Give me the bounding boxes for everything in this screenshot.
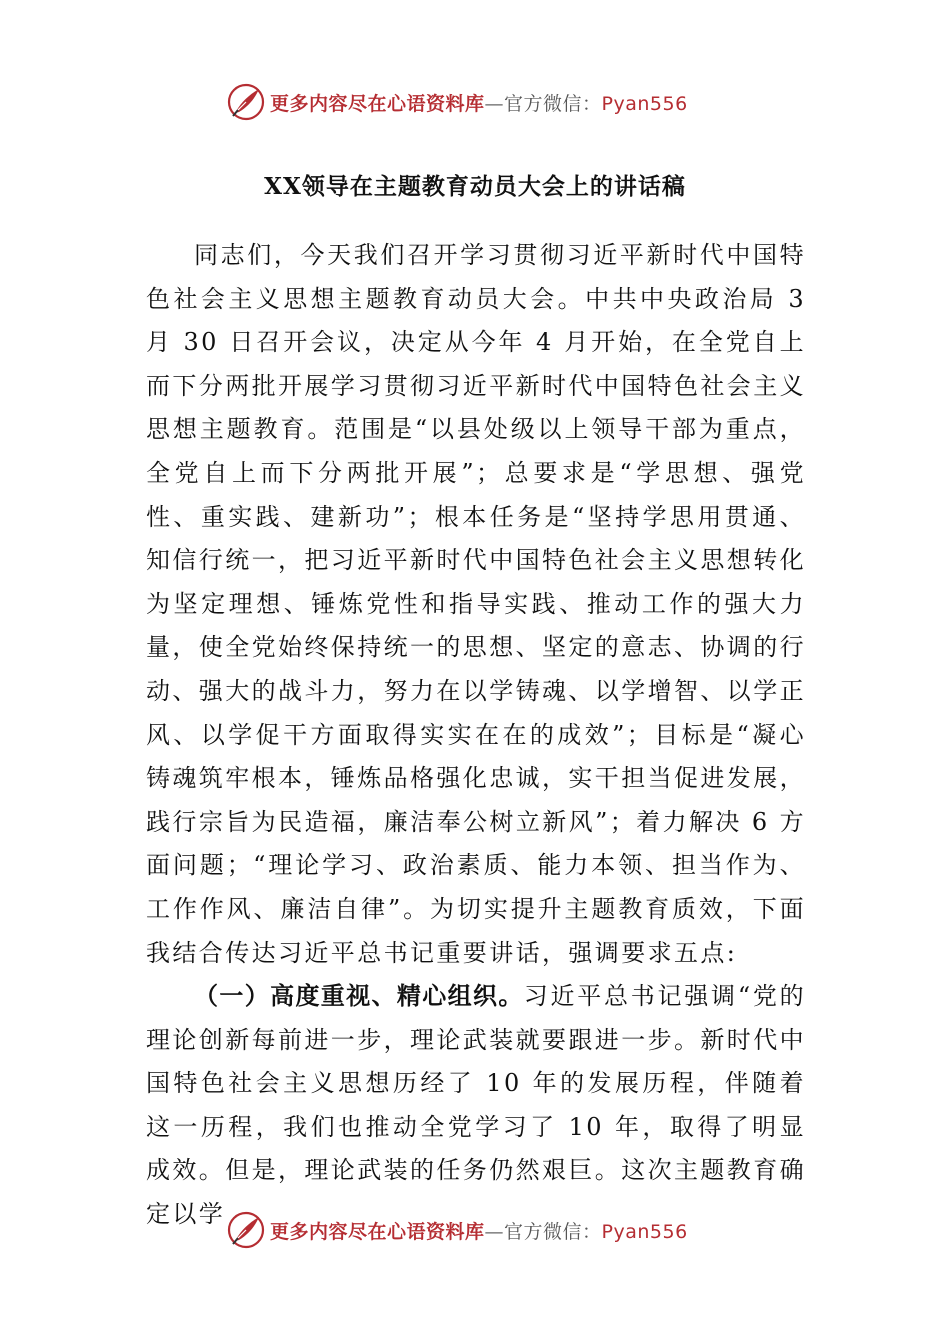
watermark-main: 更多内容尽在心语资料库 — [270, 92, 485, 115]
paragraph-1: 同志们，今天我们召开学习贯彻习近平新时代中国特色社会主义思想主题教育动员大会。中共中央政治局 3 月 30 日召开会议，决定从今年 4 月开始，在全党自上而下分两批开展学习贯彻习近平新时代中国特色社会主义思想主题教育。范围是“以县处级以上领导干部为重点，全党自上而下分两批开展”；总要求是“学思想、强党性、重实践、建新功”；根本任务是“坚持学思用贯通、知信行统一，把习近平新时代中国特色社会主义思想转化为坚定理想、锤炼党性和指导实践、推动工作的强大力量，使全党始终保持统一的思想、坚定的意志、协调的行动、强大的战斗力，努力在以学铸魂、以学增智、以学正风、以学促干方面取得实实在在的成效”；目标是“凝心铸魂筑牢根本，锤炼品格强化忠诚，实干担当促进发展，践行宗旨为民造福，廉洁奉公树立新风”；着力解决 6 方面问题；“理论学习、政治素质、能力本领、担当作为、工作作风、廉洁自律”。为切实提升主题教育质效，下面我结合传达习近平总书记重要讲话，强调要求五点: — [146, 241, 806, 967]
quill-logo-icon — [226, 82, 266, 122]
watermark-label: 官方微信： — [504, 92, 602, 115]
paragraph-2 — [146, 975, 806, 1237]
document-title: XX领导在主题教育动员大会上的讲话稿 — [264, 173, 686, 200]
watermark-banner-top — [226, 80, 746, 124]
watermark-id: Pyan556 — [601, 1220, 688, 1243]
watermark-main: 更多内容尽在心语资料库 — [270, 1220, 485, 1243]
watermark-label: 官方微信： — [504, 1220, 602, 1243]
watermark-text — [270, 1217, 688, 1244]
watermark-dash: — — [484, 1220, 505, 1243]
watermark-dash: — — [484, 92, 505, 115]
watermark-id: Pyan556 — [601, 92, 688, 115]
section-1-text: 习近平总书记强调“党的理论创新每前进一步，理论武装就要跟进一步。新时代中国特色社会主义思想历经了 10 年的发展历程，伴随着这一历程，我们也推动全党学习了 10 年，取得了明显成效。但是，理论武装的任务仍然艰巨。这次主题教育确定以学 — [146, 982, 807, 1229]
quill-logo-icon — [226, 1210, 266, 1250]
section-1-heading: （一）高度重视、精心组织。 — [194, 982, 524, 1011]
watermark-banner-bottom — [226, 1208, 746, 1252]
document-body — [146, 234, 806, 1237]
watermark-text — [270, 89, 688, 116]
